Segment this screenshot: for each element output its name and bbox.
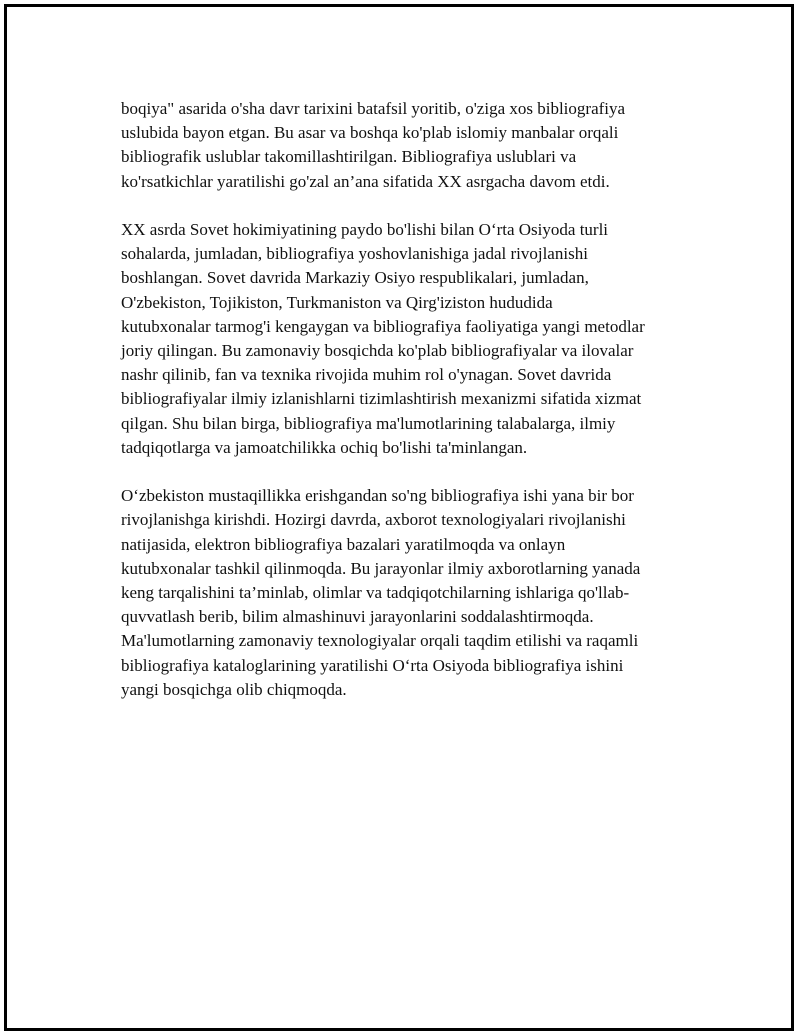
text-line: qilgan. Shu bilan birga, bibliografiya ma'lumotlarining talabalarga, ilmiy [121, 413, 616, 433]
text-line: ko'rsatkichlar yaratilishi go'zal an’ana sifatida XX asrgacha davom etdi. [121, 171, 610, 191]
text-line: yangi bosqichga olib chiqmoqda. [121, 679, 347, 699]
paragraph-1 [121, 97, 701, 194]
text-line: boshlangan. Sovet davrida Markaziy Osiyo respublikalari, jumladan, [121, 268, 589, 288]
text-line: Ma'lumotlarning zamonaviy texnologiyalar orqali taqdim etilishi va raqamli [121, 631, 639, 651]
text-line: keng tarqalishini ta’minlab, olimlar va tadqiqotchilarning ishlariga qo'llab- [121, 583, 630, 603]
page-frame [4, 4, 794, 1031]
paragraph-2 [121, 218, 701, 460]
document-body [121, 97, 701, 726]
text-line: bibliografik uslublar takomillashtirilgan. Bibliografiya uslublari va [121, 147, 577, 167]
text-line: bibliografiya kataloglarining yaratilishi O‘rta Osiyoda bibliografiya ishini [121, 655, 624, 675]
text-line: O‘zbekiston mustaqillikka erishgandan so'ng bibliografiya ishi yana bir bor [121, 486, 634, 506]
text-line: natijasida, elektron bibliografiya bazalari yaratilmoqda va onlayn [121, 534, 566, 554]
paragraph-3 [121, 484, 701, 702]
text-line: uslubida bayon etgan. Bu asar va boshqa ko'plab islomiy manbalar orqali [121, 123, 619, 143]
text-line: kutubxonalar tarmog'i kengaygan va bibliografiya faoliyatiga yangi metodlar [121, 316, 645, 336]
text-line: O'zbekiston, Tojikiston, Turkmaniston va Qirg'iziston hududida [121, 292, 553, 312]
text-line: sohalarda, jumladan, bibliografiya yoshovlanishiga jadal rivojlanishi [121, 244, 588, 264]
text-line: nashr qilinib, fan va texnika rivojida muhim rol o'ynagan. Sovet davrida [121, 365, 612, 385]
text-line: tadqiqotlarga va jamoatchilikka ochiq bo'lishi ta'minlangan. [121, 437, 528, 457]
text-line: rivojlanishga kirishdi. Hozirgi davrda, axborot texnologiyalari rivojlanishi [121, 510, 626, 530]
text-line: quvvatlash berib, bilim almashinuvi jarayonlarini soddalashtirmoqda. [121, 607, 594, 627]
text-line: bibliografiyalar ilmiy izlanishlarni tizimlashtirish mexanizmi sifatida xizmat [121, 389, 642, 409]
text-line: boqiya" asarida o'sha davr tarixini batafsil yoritib, o'ziga xos bibliografiya [121, 99, 626, 118]
text-line: kutubxonalar tashkil qilinmoqda. Bu jarayonlar ilmiy axborotlarning yanada [121, 558, 641, 578]
text-line: joriy qilingan. Bu zamonaviy bosqichda ko'plab bibliografiyalar va ilovalar [121, 341, 634, 361]
text-line: XX asrda Sovet hokimiyatining paydo bo'lishi bilan O‘rta Osiyoda turli [121, 220, 609, 239]
